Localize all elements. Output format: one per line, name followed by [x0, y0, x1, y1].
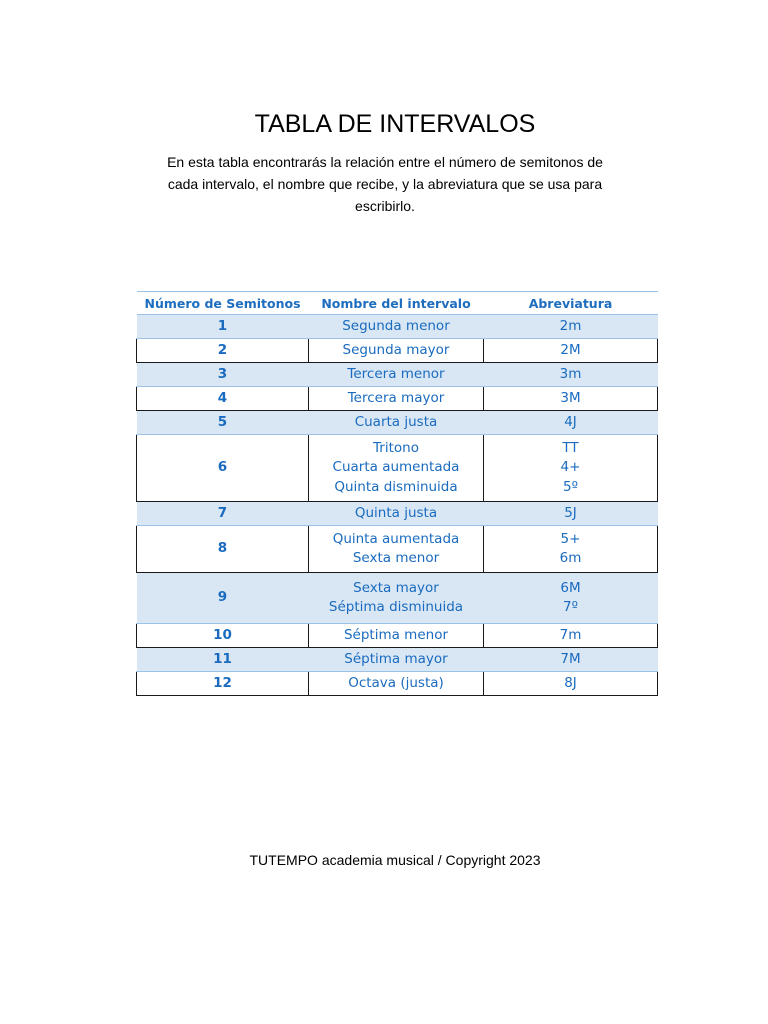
table-row	[137, 672, 658, 696]
intro-paragraph: En esta tabla encontrarás la relación entre el número de semitonos de cada intervalo, el nombre que recibe, y la abreviatura que se usa para escribirlo.	[167, 154, 603, 214]
abbreviation-cell	[484, 573, 658, 624]
table-row	[137, 411, 658, 435]
table-row	[137, 624, 658, 648]
intervals-table	[136, 291, 658, 696]
interval-name-cell	[309, 411, 484, 435]
interval-name: Segunda menor	[342, 317, 450, 334]
interval-name-cell	[309, 648, 484, 672]
interval-name-cell	[309, 363, 484, 387]
semitones-cell: 12	[137, 672, 309, 696]
interval-name-cell	[309, 315, 484, 339]
abbreviation: 5º	[563, 478, 578, 495]
footer-copyright: TUTEMPO academia musical / Copyright 2023	[249, 852, 541, 868]
abbreviation-cell	[484, 339, 658, 363]
interval-name-cell	[309, 339, 484, 363]
header-abbreviation: Abreviatura	[484, 292, 658, 315]
abbreviation: 7º	[563, 599, 578, 615]
interval-name: Segunda mayor	[342, 341, 450, 358]
interval-name-cell	[309, 387, 484, 411]
abbreviation-cell	[484, 502, 658, 526]
abbreviation: 4+	[560, 459, 581, 476]
semitones-cell: 2	[137, 339, 309, 363]
table-row	[137, 573, 658, 624]
table-row	[137, 526, 658, 573]
abbreviation: 3M	[560, 389, 581, 406]
interval-name: Tercera menor	[347, 365, 445, 382]
abbreviation: 5+	[560, 530, 581, 547]
semitones-cell: 7	[137, 502, 309, 526]
table-row	[137, 435, 658, 502]
abbreviation: 2M	[560, 341, 581, 358]
semitones-cell: 9	[137, 573, 309, 624]
interval-name: Tritono	[373, 439, 419, 456]
interval-name: Sexta mayor	[353, 579, 439, 596]
interval-name: Séptima disminuida	[328, 599, 464, 615]
abbreviation-cell	[484, 672, 658, 696]
interval-name: Quinta justa	[354, 504, 438, 521]
semitones-cell: 3	[137, 363, 309, 387]
semitones-cell: 1	[137, 315, 309, 339]
abbreviation-cell	[484, 315, 658, 339]
interval-name-cell	[309, 502, 484, 526]
table-row	[137, 502, 658, 526]
interval-name: Sexta menor	[352, 550, 440, 566]
abbreviation-cell	[484, 411, 658, 435]
abbreviation-cell	[484, 526, 658, 573]
abbreviation-cell	[484, 387, 658, 411]
abbreviation: 7m	[559, 626, 582, 643]
semitones-cell: 11	[137, 648, 309, 672]
abbreviation: 6M	[560, 579, 581, 596]
table-row	[137, 339, 658, 363]
abbreviation: 6m	[559, 550, 582, 566]
table-row	[137, 315, 658, 339]
table-header-row	[137, 292, 658, 315]
interval-name: Séptima mayor	[344, 650, 448, 667]
interval-name: Quinta disminuida	[334, 478, 458, 495]
interval-name: Octava (justa)	[348, 674, 444, 691]
interval-name-cell	[309, 672, 484, 696]
interval-name: Séptima menor	[343, 626, 449, 643]
interval-name-cell	[309, 573, 484, 624]
interval-name: Tercera mayor	[347, 389, 445, 406]
header-interval-name: Nombre del intervalo	[309, 292, 484, 315]
abbreviation-cell	[484, 648, 658, 672]
abbreviation-cell	[484, 363, 658, 387]
interval-name: Quinta aumentada	[332, 530, 460, 547]
interval-name: Cuarta aumentada	[332, 459, 460, 476]
abbreviation: 4J	[564, 413, 577, 430]
header-semitones: Número de Semitonos	[137, 292, 309, 315]
interval-name-cell	[309, 435, 484, 502]
abbreviation: 2m	[559, 317, 582, 334]
table-row	[137, 387, 658, 411]
semitones-cell: 10	[137, 624, 309, 648]
table-row	[137, 648, 658, 672]
abbreviation-cell	[484, 435, 658, 502]
abbreviation: 7M	[560, 650, 581, 667]
interval-name: Cuarta justa	[354, 413, 438, 430]
interval-name-cell	[309, 624, 484, 648]
abbreviation: 3m	[559, 365, 582, 382]
interval-name-cell	[309, 526, 484, 573]
abbreviation: 5J	[564, 504, 577, 521]
semitones-cell: 8	[137, 526, 309, 573]
abbreviation: TT	[562, 439, 579, 456]
page-title: TABLA DE INTERVALOS	[254, 110, 536, 138]
abbreviation-cell	[484, 624, 658, 648]
table-row	[137, 363, 658, 387]
abbreviation: 8J	[564, 674, 577, 691]
semitones-cell: 5	[137, 411, 309, 435]
semitones-cell: 4	[137, 387, 309, 411]
semitones-cell: 6	[137, 435, 309, 502]
